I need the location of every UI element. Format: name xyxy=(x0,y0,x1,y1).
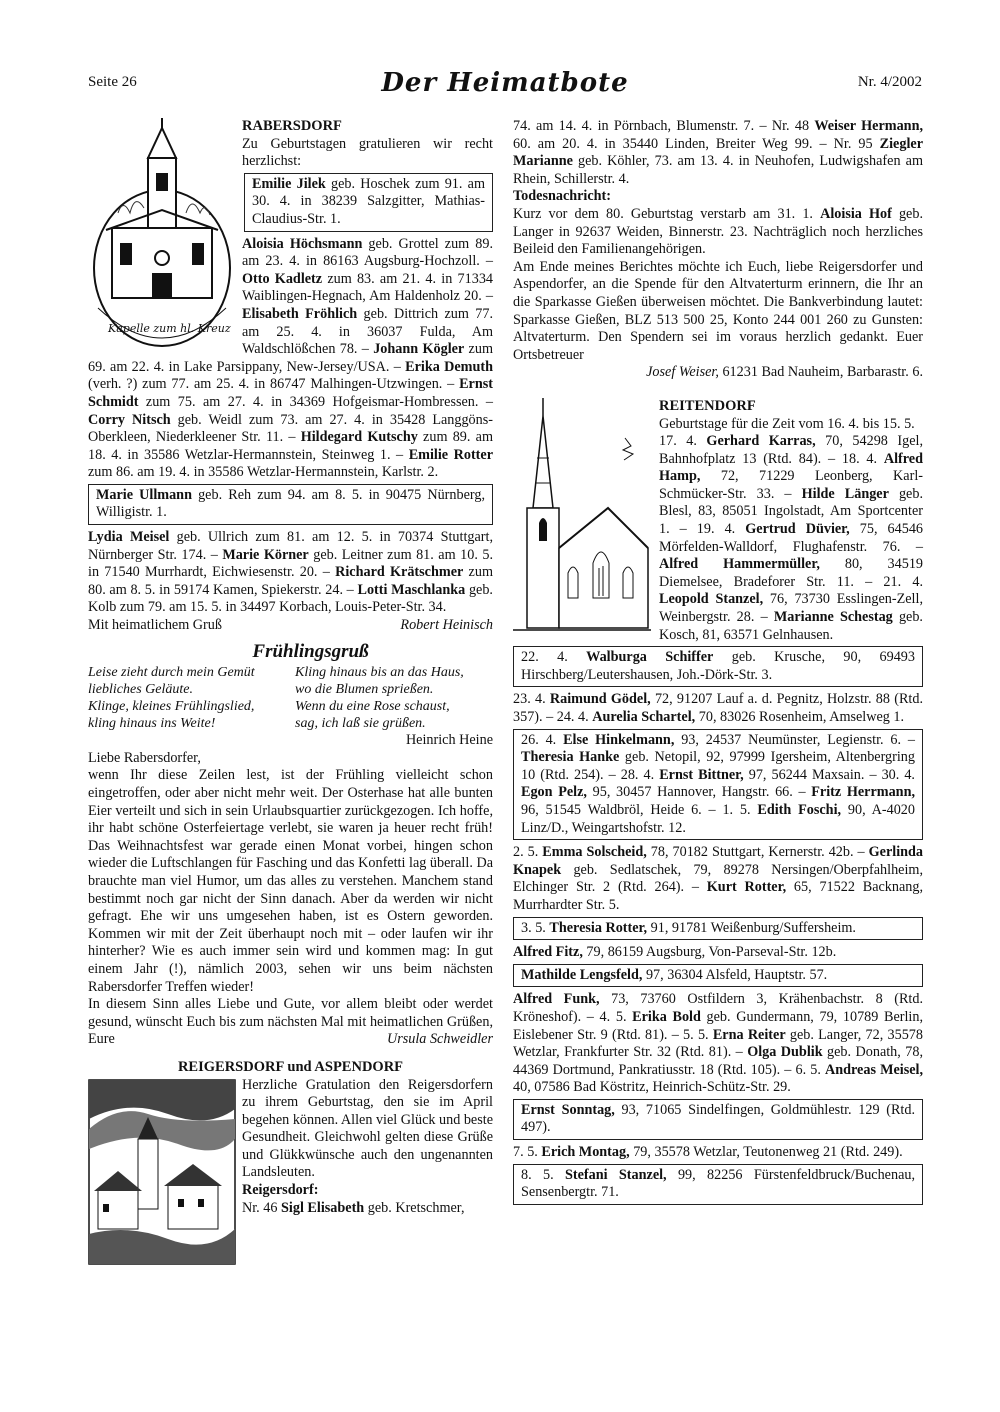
reitendorf-birthdays-5 xyxy=(513,991,923,1097)
poem-line: Klinge, kleines Frühlingslied, xyxy=(88,699,255,715)
name: Emilie Jilek xyxy=(252,175,326,192)
entry-text: 2. 5. xyxy=(513,844,543,861)
highlight-box xyxy=(513,1164,923,1205)
entry-text: geb. Kretschmer, xyxy=(364,1199,465,1216)
entry-text: 93, 24537 Neumünster, Legienstr. 6. – xyxy=(674,731,916,748)
name: Marie Ullmann xyxy=(96,486,192,503)
church-icon xyxy=(513,398,651,638)
name: Edith Foschi, xyxy=(757,801,842,818)
highlight-box xyxy=(513,1099,923,1140)
reitendorf-intro: Geburtstage für die Zeit vom 16. 4. bis 15. 5. xyxy=(659,415,915,432)
name: Hilde Länger xyxy=(801,485,889,502)
village-icon xyxy=(88,1079,236,1265)
village-illustration xyxy=(88,1079,236,1265)
entry-text: 70, 83026 Rosenheim, Amselweg 1. xyxy=(695,709,905,725)
highlight-box xyxy=(513,729,923,841)
name: Weiser Hermann, xyxy=(814,118,924,134)
poem-line: wo die Blumen sprießen. xyxy=(295,682,434,698)
highlight-box xyxy=(513,917,923,941)
name: Gerlinda Knapek xyxy=(513,844,924,878)
entry-text: 73, 73760 Ostfildern 3, Krähenbachstr. 8 (Rtd. Kröneshof). – 4. 5. xyxy=(513,991,923,1025)
entry-text: geb. Kolb zum 79. am 15. 5. in 34497 Korbach, Louis-Peter-Str. 34. xyxy=(88,581,493,616)
entry-text: zum 80. am 8. 5. in 59174 Kamen, Spiekerstr. 24. – xyxy=(88,564,493,598)
letter-salutation: Liebe Rabersdorfer, xyxy=(88,749,201,766)
poem-line: Wenn du eine Rose schaust, xyxy=(295,699,450,715)
name: Lydia Meisel xyxy=(88,529,170,546)
entry-text: 23. 4. xyxy=(513,691,550,708)
letter-body: wenn Ihr diese Zeilen lest, ist der Frühling vielleicht schon eingetroffen, oder aber nicht mehr weit. Der Osterhase hat alle bunten Eier verteilt und sich in sein Urlaubsquartier zurückgezogen. Ich hoffe, ihr habt schöne Osterfeiertage verlebt, sie waren ja heuer recht früh! Das Weihnachtsfest war gerade einen Monat vorbei, hingen schon wieder die Luftschlangen für Fasching und das Konfetti lag überall. Da brauchte man viel Humor, um das alles zu verstehen. Manchem stand bestimmt noch gar nicht der Sinn danach. Aber da werden wir nicht gefragt. Ehe wir uns umgesehen haben, ist es Ostern geworden. Kommen wir mit der Zeit überhaupt noch mit – oder laufen wir ihr hinterher? Wie es auch immer sein wird und kommen mag: In gut einem Jahr (!), nämlich 2003, sehen wir uns beim nächsten Rabersdorfer Treffen wieder! xyxy=(88,767,493,995)
entry-text: zum 86. am 19. 4. in 35586 Wetzlar-Hermannstein, Karlstr. 2. xyxy=(88,464,439,481)
entry-text: geb. Dittrich zum 77. am 25. 4. in 36037 Fulda, Am Waldschlößchen 78. – xyxy=(242,305,493,358)
entry-text: 97, 56244 Maxsain. – 30. 4. xyxy=(743,766,915,783)
entry-text: 74. am 14. 4. in Pörnbach, Blumenstr. 7. – Nr. 48 xyxy=(513,118,815,134)
poem-title: Frühlingsgruß xyxy=(252,640,369,662)
signature: Ursula Schweidler xyxy=(386,1031,493,1048)
seal-caption: Kapelle zum hl. Kreuz xyxy=(108,322,231,335)
signature-line xyxy=(513,364,923,382)
entry-text: 3. 5. xyxy=(521,919,550,936)
page-header xyxy=(88,68,922,98)
closing: Mit heimatlichem Gruß xyxy=(88,617,222,634)
entry-text: 96, 51545 Waldbröl, Heide 6. – 1. 5. xyxy=(521,801,758,818)
signature: Josef Weiser, xyxy=(646,364,719,381)
entry-text: 80, 34519 Diemelsee, Bradeforer Str. 11. – 21. 4. xyxy=(659,556,923,590)
name: Erich Montag, xyxy=(541,1144,630,1161)
right-column xyxy=(513,118,923,1209)
highlight-box xyxy=(513,964,923,988)
rabersdorf-intro: Zu Geburtstagen gratulieren wir recht herzlichst: xyxy=(242,135,493,170)
issue-number: Nr. 4/2002 xyxy=(857,74,922,90)
name: Erika Bold xyxy=(632,1008,701,1025)
name: Leopold Stanzel, xyxy=(659,591,764,608)
poem-line: Kling hinaus bis an das Haus, xyxy=(295,665,464,681)
highlight-box xyxy=(513,646,923,687)
entry-text: (verh. ?) zum 77. am 25. 4. in 86747 Malhingen-Utzwingen. – xyxy=(88,376,460,393)
name: Ernst Sonntag, xyxy=(521,1101,615,1118)
entry-text: geb. Sedlatschek, 79, 89278 Nersingen/Oberpfahlheim, Elchinger Str. 2 (Rtd. 264). – xyxy=(513,861,923,896)
reitendorf-birthdays-6 xyxy=(513,1144,923,1162)
masthead: Der Heimatbote xyxy=(381,68,629,98)
entry-text: 8. 5. xyxy=(521,1166,565,1183)
donation-appeal: Am Ende meines Berichtes möchte ich Euch, liebe Reigersdorfer und Aspendorfer, an die Spende für den Altvaterturm erinnern, die Ihr an die Sparkasse Gießen überweisen möchtet. Die Bankverbindung lautet: Sparkasse Gießen, BLZ 513 500 25, Konto 244 001 260 zu Gunsten: Altvaterturm. Den Spendern sei im voraus herzlich gedankt. Euer Ortsbetreuer xyxy=(513,258,923,363)
entry-text: geb. Reh zum 94. am 8. 5. in 90475 Nürnberg, Willigistr. 1. xyxy=(96,486,485,521)
name: Marie Körner xyxy=(222,546,309,563)
name: Gertrud Düvier, xyxy=(745,521,850,538)
chapel-seal xyxy=(88,118,236,358)
reigersdorf-intro: Herzliche Gratulation den Reigersdorfern zu ihrem Geburtstag, den sie im April begehen können. Allen viel Glück und beste Gesundheit. Gleichwohl gelten diese Grüße und Glükkwünsche auch den ungenannten Landsleuten. xyxy=(242,1076,493,1181)
name: Alfred Hammermüller, xyxy=(659,556,820,573)
name: Gerhard Karras, xyxy=(706,433,816,450)
entry-text: geb. Ullrich zum 81. am 12. 5. in 70374 Stuttgart, Nürnberger Str. 174. – xyxy=(88,529,493,563)
entry-text: 40, 07586 Bad Köstritz, Heinrich-Schütz-Str. 29. xyxy=(513,1079,791,1096)
entry-text: geb. Blesl, 83, 85051 Ingolstadt, Am Sportcenter 1. – 19. 4. xyxy=(659,485,923,538)
name: Alfred Funk, xyxy=(513,991,600,1008)
heading-reigersdorf: REIGERSDORF und ASPENDORF xyxy=(177,1058,404,1075)
death-notice xyxy=(513,206,923,259)
entry-text: 97, 36304 Alsfeld, Hauptstr. 57. xyxy=(642,966,828,983)
name: Johann Kögler xyxy=(373,341,465,358)
name: Olga Dublik xyxy=(747,1044,823,1061)
name: Erika Demuth xyxy=(405,358,493,375)
signature: Robert Heinisch xyxy=(400,617,493,634)
name: Otto Kadletz xyxy=(242,270,323,287)
entry-text: 79, 35578 Wetzlar, Teutonenweg 21 (Rtd. 249). xyxy=(629,1144,903,1161)
entry-text: 99, 82256 Fürstenfeldbruck/Buchenau, Sensenbergtr. 71. xyxy=(521,1166,916,1201)
name: Ziegler Marianne xyxy=(513,135,923,170)
church-illustration xyxy=(513,398,651,638)
entry-text: 79, 86159 Augsburg, Von-Parseval-Str. 12b. xyxy=(582,944,837,961)
name: Elisabeth Fröhlich xyxy=(242,305,358,322)
name: Else Hinkelmann, xyxy=(563,731,675,748)
entry-text: 90, A-4020 Linz/D., Weingartshofstr. 12. xyxy=(521,801,915,836)
name: Richard Krätschmer xyxy=(335,564,464,581)
entry-text: 60. am 20. 4. in 35440 Linden, Breiter Weg 99. – Nr. 95 xyxy=(513,135,880,152)
name: Corry Nitsch xyxy=(88,411,171,428)
reitendorf-birthdays-4 xyxy=(513,944,923,962)
rabersdorf-birthdays-2 xyxy=(88,529,493,617)
entry-text: geb. Leitner zum 81. am 10. 5. in 71540 Murrhardt, Eichwiesenstr. 20. – xyxy=(88,546,493,581)
name: Emma Solscheid, xyxy=(542,844,647,861)
name: Theresia Rotter, xyxy=(549,919,648,936)
entry-text: geb. Krusche, 90, 69493 Hirschberg/Leutershausen, Joh.-Dörk-Str. 3. xyxy=(521,649,915,683)
left-column xyxy=(88,118,493,1265)
entry-text: 78, 70182 Stuttgart, Kernerstr. 42b. – xyxy=(646,844,869,861)
entry-text: zum 83. am 21. 4. in 71334 Waiblingen-Hegnach, Am Haldenholz 20. – xyxy=(242,270,494,305)
subheading-reigersdorf: Reigersdorf: xyxy=(242,1182,319,1199)
entry-text: 72, 71229 Leonberg, Karl-Schmücker-Str. 33. – xyxy=(659,468,923,502)
poem-line: kling hinaus ins Weite! xyxy=(88,716,216,732)
name: Lotti Maschlanka xyxy=(357,581,466,598)
entry-text: geb. Köhler, 73. am 13. 4. in Neuhofen, Ludwigshafen am Rhein, Schillerstr. 4. xyxy=(513,153,923,187)
entry-text: geb. Kosch, 81, 63571 Gelnhausen. xyxy=(659,609,923,643)
name: Ernst Schmidt xyxy=(88,376,493,410)
entry-text: 26. 4. xyxy=(521,731,564,748)
name: Walburga Schiffer xyxy=(586,649,714,666)
entry-text: geb. Weidl zum 73. am 27. 4. in 35428 Langgöns-Oberkleen, Niederkleener Str. 11. – xyxy=(88,411,493,446)
poem-stanza-left xyxy=(88,664,286,732)
entry-text: 95, 30457 Hannover, Hangstr. 66. – xyxy=(586,784,812,801)
entry-text: geb. Netopil, 92, 97999 Igersheim, Altenbergring 10 (Rtd. 254). – 28. 4. xyxy=(521,749,915,783)
entry-text: zum 75. am 27. 4. in 34369 Hofgeismar-Hombressen. – xyxy=(138,393,493,410)
entry-text: 75, 64546 Mörfelden-Walldorf, Flughafenstr. 76. – xyxy=(659,521,924,555)
name: Hildegard Kutschy xyxy=(300,429,418,446)
poem-line: liebliches Geläute. xyxy=(88,682,193,698)
entry-text: geb. Donath, 78, 44369 Dortmund, Pankratiusstr. 18 (Rtd. 105). – 6. 5. xyxy=(513,1044,923,1078)
highlight-box xyxy=(244,173,493,232)
poem xyxy=(88,664,493,732)
entry-text: geb. Langer, 72, 35578 Wetzlar, Frankfurter Str. 32 (Rtd. 81). – xyxy=(513,1026,923,1061)
name: Emilie Rotter xyxy=(408,446,493,463)
closing-line xyxy=(88,617,493,635)
poem-line: sag, ich laß sie grüßen. xyxy=(295,716,426,732)
name: Egon Pelz, xyxy=(521,784,587,801)
entry-text: geb. Langer in 92637 Weiden, Binnerstr. 23. Nachträglich noch herzliches Beileid den Familienangehörigen. xyxy=(513,205,923,258)
entry-text: Kurz vor dem 80. Geburtstag verstarb am 31. 1. xyxy=(513,205,821,222)
reitendorf-birthdays-2 xyxy=(513,691,923,726)
name: Kurt Rotter, xyxy=(706,879,787,896)
highlight-box xyxy=(88,484,493,525)
entry-text: 91, 91781 Weißenburg/Suffersheim. xyxy=(647,919,856,936)
entry-text: geb. Grottel zum 89. am 23. 4. in 86163 Augsburg-Hochzoll. – xyxy=(242,235,493,270)
poem-stanza-right xyxy=(295,664,493,732)
name: Andreas Meisel, xyxy=(824,1061,924,1078)
entry-text: 17. 4. xyxy=(659,433,707,450)
reitendorf-birthdays-3 xyxy=(513,844,923,914)
signature-address: 61231 Bad Nauheim, Barbarastr. 6. xyxy=(718,364,923,381)
name: Erna Reiter xyxy=(712,1026,786,1043)
entry-text: geb. Gundermann, 79, 10789 Berlin, Eislebener Str. 9 (Rtd. 81). – 5. 5. xyxy=(513,1008,924,1043)
letter-closing: In diesem Sinn alles Liebe und Gute, vor allem bleibt oder werdet gesund, wünscht Euch bis zum nächsten Mal mit heimatlichen Grüßen, Eure xyxy=(88,996,493,1048)
name: Alfred Hamp, xyxy=(659,450,923,485)
name: Theresia Hanke xyxy=(521,749,620,766)
name: Aloisia Höchsmann xyxy=(242,235,363,252)
entry-text: 70, 54298 Igel, Bahnhofplatz 13 (Rtd. 84). – 18. 4. xyxy=(659,433,924,467)
entry-text: 76, 73730 Esslingen-Zell, Weinbergstr. 28. – xyxy=(659,591,923,626)
name: Marianne Schestag xyxy=(773,609,893,626)
name: Stefani Stanzel, xyxy=(565,1166,667,1183)
entry-text: 65, 71522 Backnang, Murrhardter Str. 5. xyxy=(513,879,924,913)
entry-text: Nr. 46 xyxy=(242,1199,282,1216)
letter-body-2 xyxy=(88,996,493,1049)
name: Alfred Fitz, xyxy=(513,944,583,961)
name: Raimund Gödel, xyxy=(549,691,651,708)
entry-text: geb. Hoschek zum 91. am 30. 4. in 38239 Salzgitter, Mathias-Claudius-Str. 1. xyxy=(252,175,485,227)
entry-text: 72, 91207 Lauf a. d. Pegnitz, Holzstr. 88 (Rtd. 357). – 24. 4. xyxy=(513,691,923,725)
name: Fritz Herrmann, xyxy=(811,784,916,801)
entry-text: zum 69. am 22. 4. in Lake Parsippany, New-Jersey/USA. – xyxy=(88,341,493,375)
name: Ernst Bittner, xyxy=(659,766,744,783)
poem-author: Heinrich Heine xyxy=(405,732,493,749)
death-notice-heading: Todesnachricht: xyxy=(513,188,612,205)
entry-text: 7. 5. xyxy=(513,1144,542,1161)
entry-text: zum 89. am 18. 4. in 35586 Wetzlar-Hermannstein, Steinweg 1. – xyxy=(88,429,493,463)
poem-line: Leise zieht durch mein Gemüt xyxy=(88,665,255,681)
entry-text: 22. 4. xyxy=(521,649,587,666)
name: Sigl Elisabeth xyxy=(281,1199,365,1216)
chapel-seal-icon xyxy=(88,118,236,350)
heading-reitendorf: REITENDORF xyxy=(659,397,756,414)
heading-rabersdorf: RABERSDORF xyxy=(242,118,342,134)
name: Aloisia Hof xyxy=(820,205,892,222)
name: Aurelia Schartel, xyxy=(592,709,696,725)
reigersdorf-continued xyxy=(513,118,923,188)
page-number: Seite 26 xyxy=(88,74,137,90)
entry-text: 93, 71065 Sindelfingen, Goldmühlestr. 129 (Rtd. 497). xyxy=(521,1101,916,1136)
name: Mathilde Lengsfeld, xyxy=(521,966,643,983)
